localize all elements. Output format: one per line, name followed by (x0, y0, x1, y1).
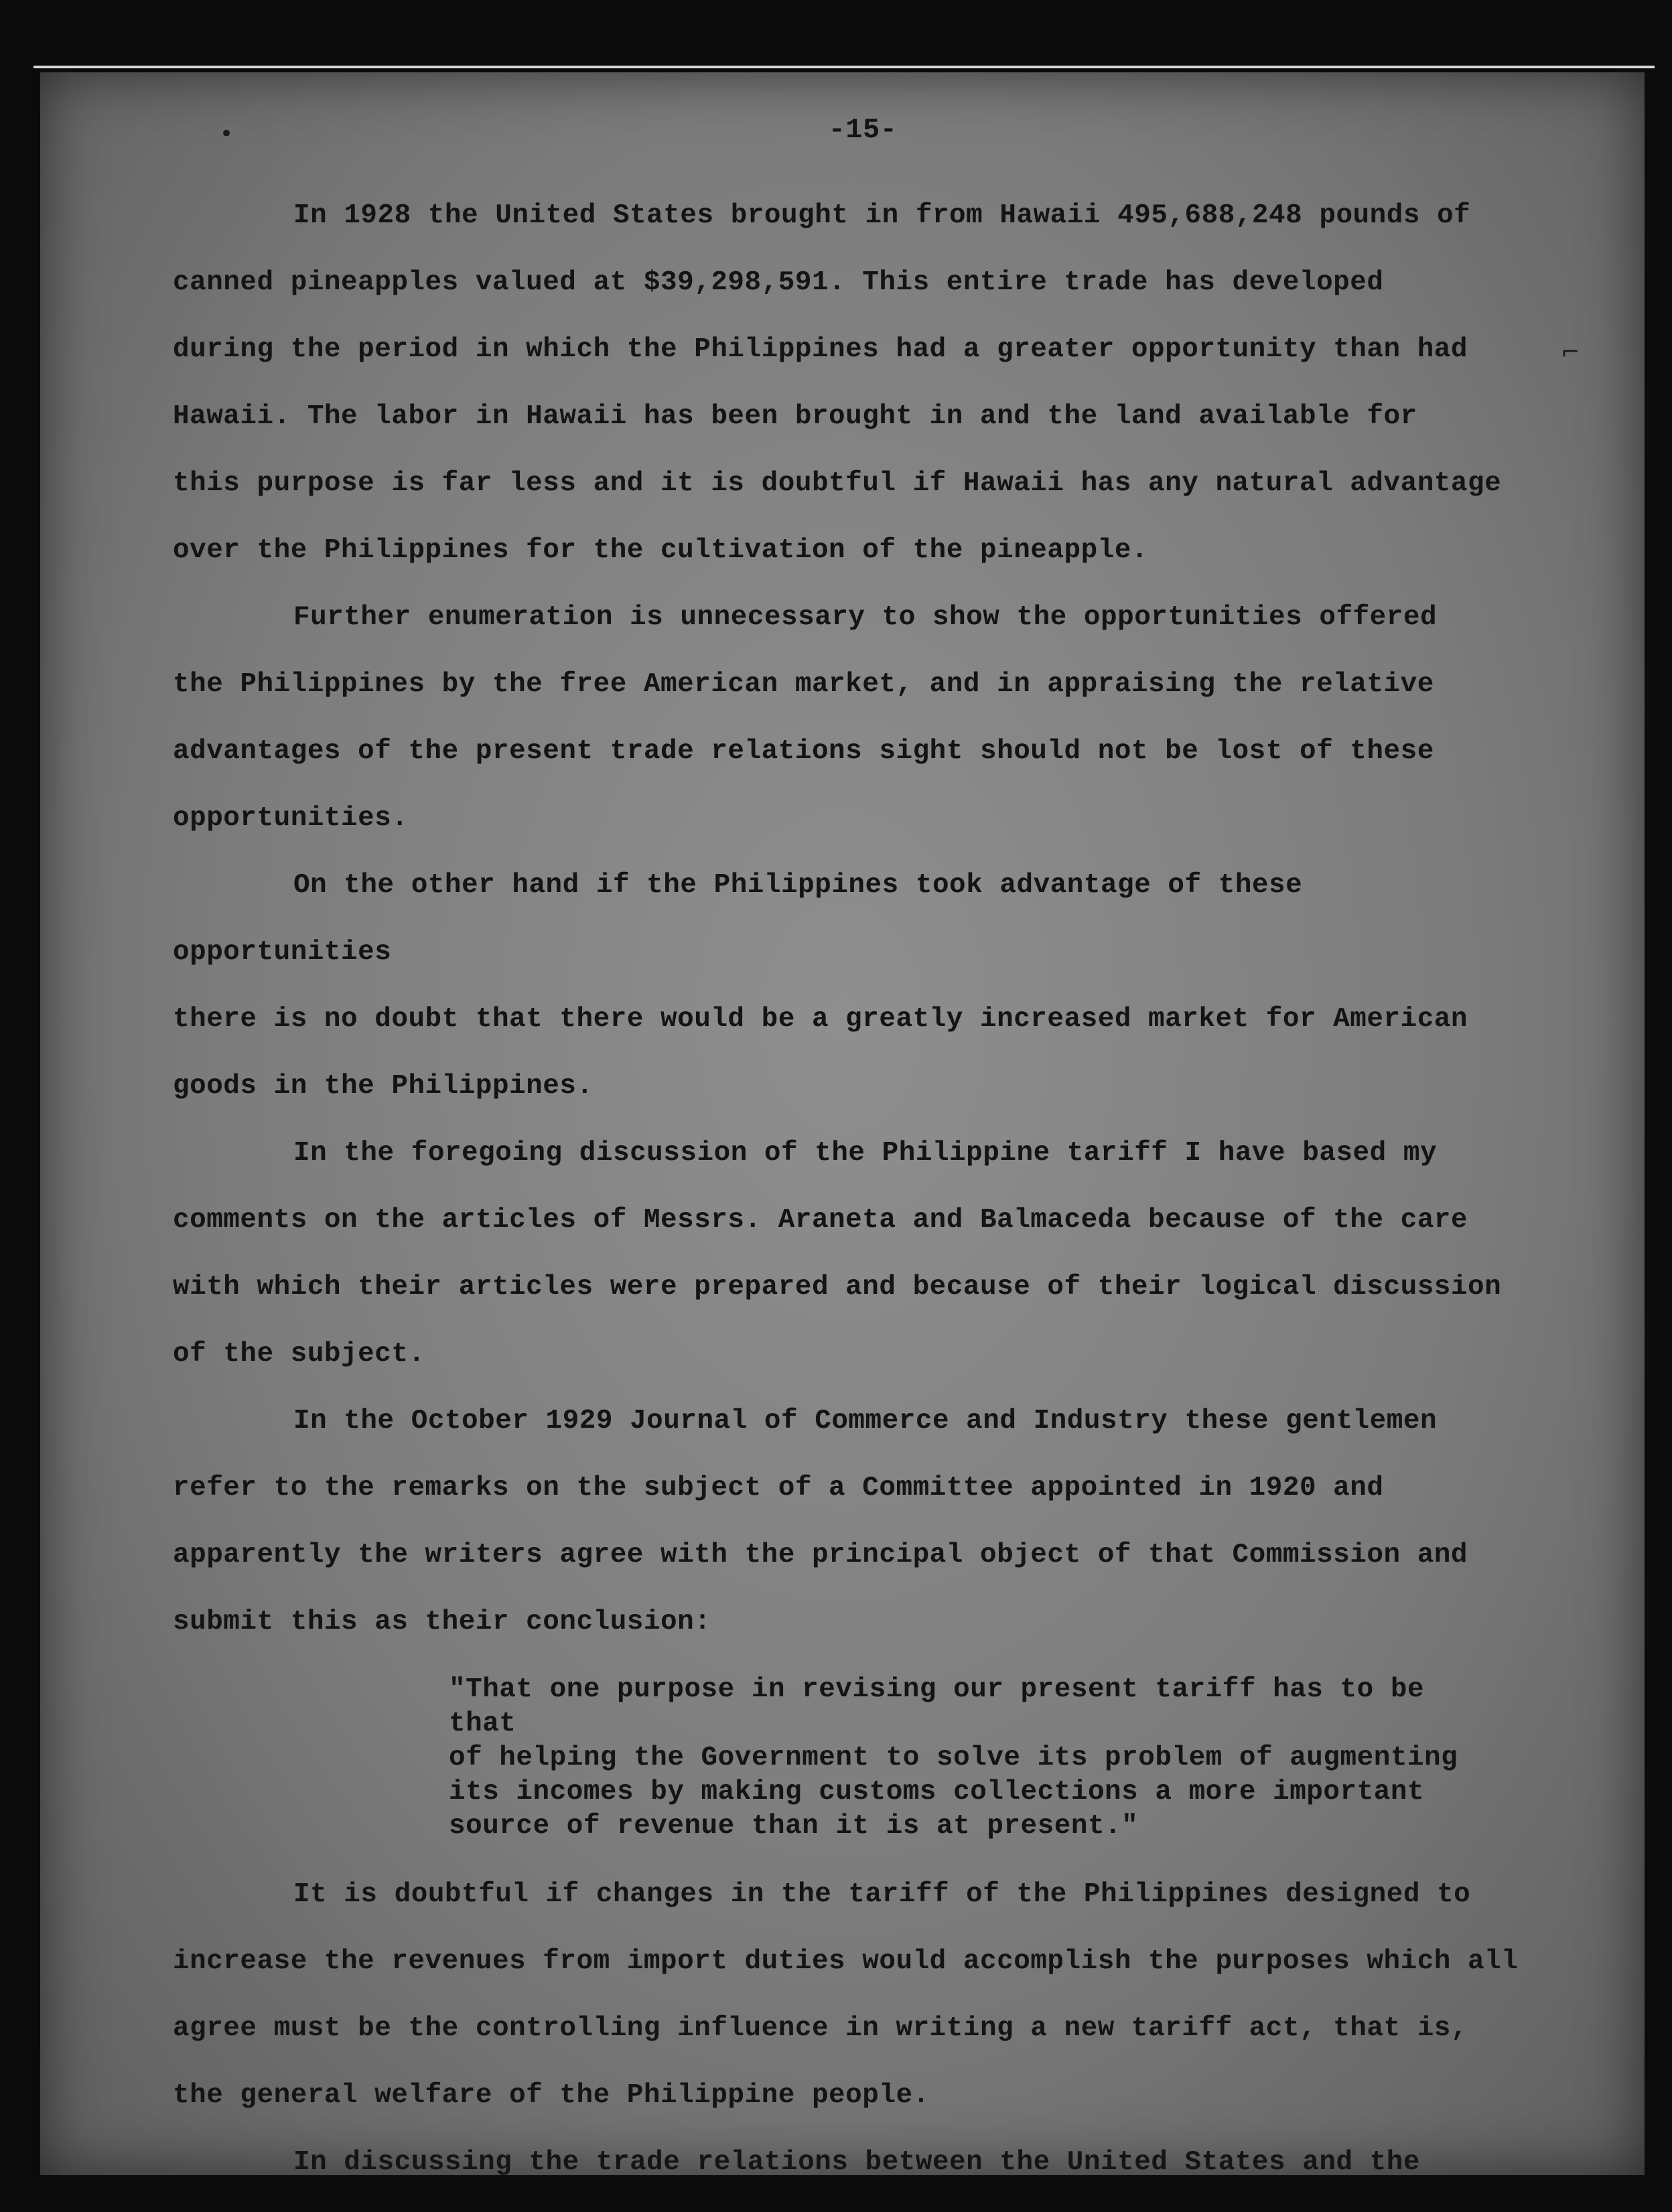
document-body (173, 114, 1526, 2196)
paragraph-enumeration: Further enumeration is unnecessary to show the opportunities offered the Philippines by the free American market, and in appraising the relative advantages of the present trade relations sight should not be lost of these opportunities. (173, 602, 1438, 834)
paragraph-doubtful-changes: It is doubtful if changes in the tariff of the Philippines designed to increase the revenues from import duties would accomplish the purposes which all agree must be the controlling influence in writing a new tariff act, that is, the general welfare of the Philippine people. (173, 1879, 1519, 2111)
ink-speck: • (220, 121, 234, 147)
scan-top-edge (33, 66, 1655, 68)
paragraph-other-hand: On the other hand if the Philippines took advantage of these opportunities there is no doubt that there would be a greatly increased market for American goods in the Philippines. (173, 870, 1468, 1102)
page-number: -15- (828, 114, 898, 146)
paragraph-foregoing-discussion: In the foregoing discussion of the Philippine tariff I have based my comments on the articles of Messrs. Araneta and Balmaceda because of the care with which their articles were prepared and because of their logical discussion of the subject. (173, 1138, 1502, 1370)
paragraph-pineapples: In 1928 the United States brought in from Hawaii 495,688,248 pounds of canned pineapples valued at $39,298,591. This entire trade has developed during the period in which the Philippines had a greater opportunity than had Hawaii. The labor in Hawaii has been brought in and the land available for this purpose is far less and it is doubtful if Hawaii has any natural advantage over the Philippines for the cultivation of the pineapple. (173, 200, 1502, 566)
paragraph-trade-relations: In discussing the trade relations between the United States and the (293, 2147, 1420, 2178)
pencil-mark: ⌐ (1561, 339, 1580, 366)
paragraph-october-journal: In the October 1929 Journal of Commerce and Industry these gentlemen refer to the remarks on the subject of a Committee appointed in 1920 and apparently the writers agree with the principal object of that Commission and submit this as their conclusion: (173, 1406, 1468, 1637)
block-quote: "That one purpose in revising our present tariff has to be that of helping the Government to solve its problem of augmenting its incomes by making customs collections a more important source of revenue than it is at present." (449, 1674, 1458, 1842)
